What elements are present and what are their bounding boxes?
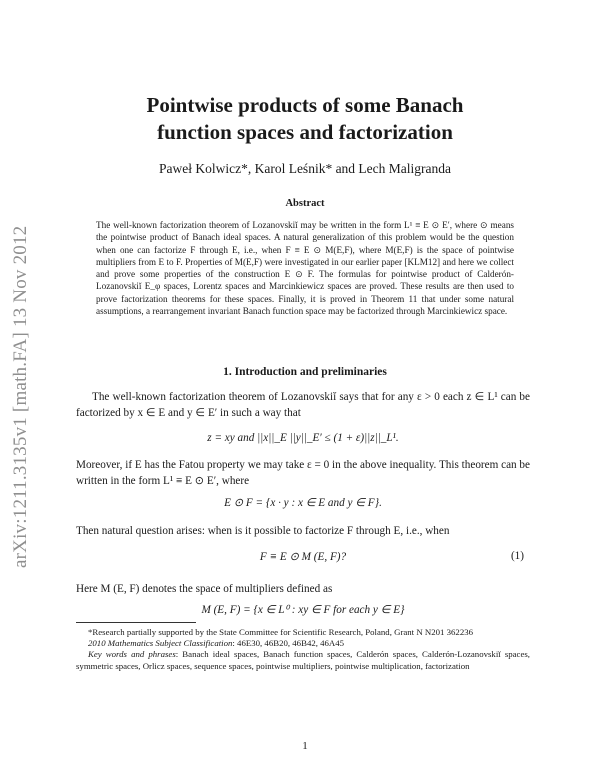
page-number: 1 bbox=[302, 740, 308, 752]
equation-pointwise-product: E ⊙ F = {x · y : x ∈ E and y ∈ F}. bbox=[224, 497, 382, 509]
paragraph-multipliers: Here M (E, F) denotes the space of multipliers defined as bbox=[76, 583, 333, 595]
footnote-msc bbox=[76, 638, 530, 649]
author-list: Paweł Kolwicz*, Karol Leśnik* and Lech Maligranda bbox=[158, 161, 452, 176]
section-heading: 1. Introduction and preliminaries bbox=[223, 366, 387, 378]
footnote-keywords-label: Key words and phrases bbox=[88, 649, 176, 660]
paragraph-question: Then natural question arises: when is it possible to factorize F through E, i.e., when bbox=[76, 525, 450, 537]
title-line-1: Pointwise products of some Banach bbox=[146, 93, 464, 117]
abstract-body: The well-known factorization theorem of Lozanovskiĭ may be written in the form L¹ ≡ E ⊙ E′, where ⊙ means the pointwise product of Banach ideal spaces. A natural generalization of this problem would be the question when one can factorize F through E, i.e., when F ≡ E ⊙ M(E,F), where M(E,F) is the space of pointwise multipliers from E to F. Properties of M(E,F) were investigated in our earlier paper [KLM12] and here we collect and prove some properties of the construction E ⊙ F. The formulas for pointwise product of Calderón-Lozanovskiĭ E_φ spaces, Lorentz spaces and Marcinkiewicz spaces are proved. These results are then used to prove factorization theorems for these spaces. Finally, it is proved in Theorem 11 that under some natural assumptions, a rearrangement invariant Banach function space may be factorized through Marcinkiewicz space. bbox=[96, 220, 514, 316]
footnote-msc-label: 2010 Mathematics Subject Classification bbox=[88, 638, 233, 649]
footnote-keywords bbox=[76, 649, 530, 671]
equation-multiplier-space: M (E, F) = {x ∈ L⁰ : xy ∈ F for each y ∈ E} bbox=[201, 604, 405, 616]
footnotes bbox=[76, 627, 530, 672]
footnote-keywords-text: : Banach ideal spaces, Banach function spaces, Calderón spaces, Calderón-Lozanovskiĭ spaces, symmetric spaces, Orlicz spaces, sequence spaces, pointwise multipliers, pointwise multiplication, factorization bbox=[76, 649, 530, 671]
paper-title bbox=[40, 92, 570, 146]
footnote-msc-codes: : 46E30, 46B20, 46B42, 46A45 bbox=[232, 638, 345, 649]
paragraph-lozanovskii: The well-known factorization theorem of Lozanovskiĭ says that for any ε > 0 each z ∈ L¹ can be factorized by x ∈ E and y ∈ E′ in such a way that bbox=[76, 391, 530, 419]
paragraph-fatou: Moreover, if E has the Fatou property we may take ε = 0 in the above inequality. This theorem can be written in the form L¹ ≡ E ⊙ E′, where bbox=[76, 459, 530, 487]
equation-factorization-inequality: z = xy and ||x||_E ||y||_E′ ≤ (1 + ε)||z||_L¹. bbox=[207, 432, 399, 444]
title-line-2: function spaces and factorization bbox=[157, 120, 453, 144]
equation-number: (1) bbox=[510, 550, 524, 562]
equation-1: F ≡ E ⊙ M (E, F)? bbox=[259, 551, 347, 563]
footnote-rule bbox=[76, 622, 196, 623]
footnote-research-support: *Research partially supported by the State Committee for Scientific Research, Poland, Grant N N201 362236 bbox=[88, 627, 474, 637]
arxiv-identifier: arXiv:1211.3135v1 [math.FA] 13 Nov 2012 bbox=[10, 225, 31, 568]
abstract-heading: Abstract bbox=[285, 198, 325, 209]
